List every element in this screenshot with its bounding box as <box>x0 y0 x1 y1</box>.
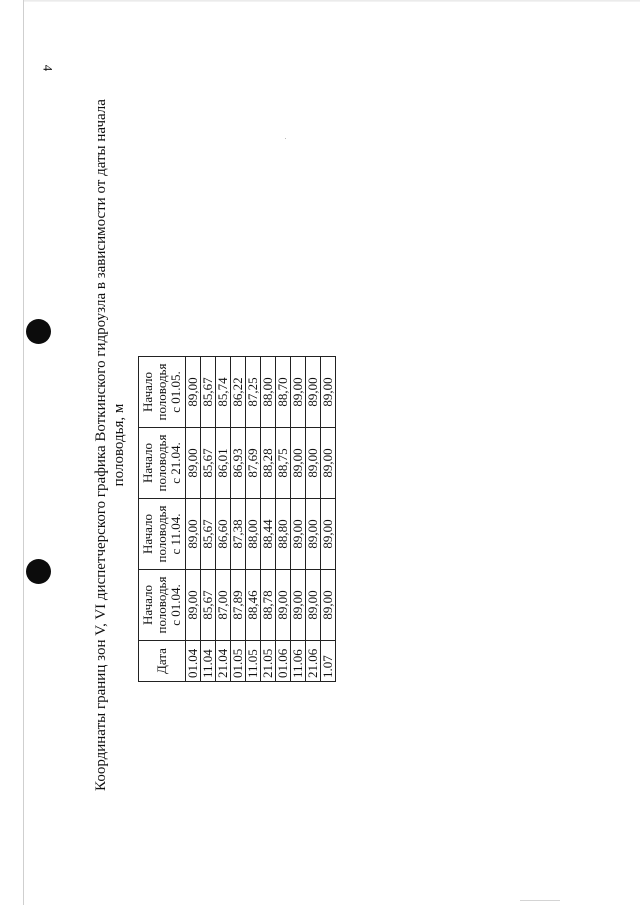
cell-date: 21.05 <box>261 641 276 682</box>
cell-value: 88,28 <box>261 428 276 499</box>
cell-value: 89,00 <box>291 357 306 428</box>
table-row <box>216 357 231 682</box>
cell-value: 86,22 <box>231 357 246 428</box>
cell-value: 86,01 <box>216 428 231 499</box>
cell-date: 1.07 <box>321 641 336 682</box>
table-row <box>231 357 246 682</box>
table-row <box>201 357 216 682</box>
cell-value: 88,80 <box>276 499 291 570</box>
cell-date: 01.06 <box>276 641 291 682</box>
cell-value: 89,00 <box>306 499 321 570</box>
cell-date: 01.05 <box>231 641 246 682</box>
header-line: Начало <box>140 371 155 413</box>
cell-value: 88,00 <box>261 357 276 428</box>
cell-value: 88,44 <box>261 499 276 570</box>
table-row <box>291 357 306 682</box>
cell-value: 87,25 <box>246 357 261 428</box>
cell-value: 89,00 <box>186 357 201 428</box>
header-from-1104 <box>139 499 186 570</box>
punch-hole-bottom <box>26 559 51 584</box>
cell-value: 85,67 <box>201 428 216 499</box>
table-container <box>138 356 336 682</box>
cell-value: 89,00 <box>186 499 201 570</box>
header-date-text: Дата <box>154 648 169 674</box>
cell-date: 01.04 <box>186 641 201 682</box>
scan-speck <box>520 900 560 901</box>
cell-value: 89,00 <box>291 428 306 499</box>
header-from-2104 <box>139 428 186 499</box>
table-row <box>321 357 336 682</box>
cell-value: 89,00 <box>291 499 306 570</box>
header-line: Начало <box>140 584 155 626</box>
table-row <box>246 357 261 682</box>
table-row <box>261 357 276 682</box>
header-line: половодья <box>154 363 169 421</box>
header-date <box>139 641 186 682</box>
cell-date: 11.06 <box>291 641 306 682</box>
cell-value: 88,46 <box>246 570 261 641</box>
header-line: половодья <box>154 434 169 492</box>
header-line: с 01.05. <box>168 371 183 413</box>
table-row <box>276 357 291 682</box>
cell-value: 89,00 <box>306 570 321 641</box>
cell-value: 85,67 <box>201 570 216 641</box>
cell-value: 85,67 <box>201 499 216 570</box>
cell-value: 89,00 <box>276 570 291 641</box>
cell-value: 86,60 <box>216 499 231 570</box>
table-row <box>306 357 321 682</box>
cell-value: 87,38 <box>231 499 246 570</box>
header-line: половодья <box>154 576 169 634</box>
title-line-1: Координаты границ зон V, VI диспетчерского графика Воткинского гидроузла в зависимости от даты начала <box>93 99 109 791</box>
header-line: Начало <box>140 442 155 484</box>
cell-date: 21.06 <box>306 641 321 682</box>
cell-value: 87,89 <box>231 570 246 641</box>
cell-value: 85,67 <box>201 357 216 428</box>
cell-value: 89,00 <box>291 570 306 641</box>
punch-hole-top <box>26 319 51 344</box>
scan-speck <box>285 138 286 139</box>
cell-value: 86,93 <box>231 428 246 499</box>
cell-value: 89,00 <box>306 428 321 499</box>
cell-value: 89,00 <box>321 357 336 428</box>
cell-value: 88,00 <box>246 499 261 570</box>
cell-date: 11.04 <box>201 641 216 682</box>
header-line: половодья <box>154 505 169 563</box>
header-from-0105 <box>139 357 186 428</box>
document-title <box>92 90 128 800</box>
header-line: с 21.04. <box>168 442 183 484</box>
title-line-2: половодья, м <box>111 403 127 487</box>
cell-value: 87,69 <box>246 428 261 499</box>
cell-value: 89,00 <box>306 357 321 428</box>
header-line: с 01.04. <box>168 584 183 626</box>
table-header-row <box>139 357 186 682</box>
cell-value: 87,00 <box>216 570 231 641</box>
data-table <box>138 356 336 682</box>
cell-date: 21.04 <box>216 641 231 682</box>
cell-value: 89,00 <box>186 570 201 641</box>
scan-top-edge <box>24 0 640 2</box>
table-row <box>186 357 201 682</box>
rotated-content <box>80 90 360 800</box>
header-line: Начало <box>140 513 155 555</box>
cell-value: 88,78 <box>261 570 276 641</box>
header-line: с 11.04. <box>168 513 183 555</box>
cell-value: 89,00 <box>321 570 336 641</box>
cell-value: 89,00 <box>321 499 336 570</box>
cell-value: 88,75 <box>276 428 291 499</box>
cell-value: 88,70 <box>276 357 291 428</box>
header-from-0104 <box>139 570 186 641</box>
cell-value: 89,00 <box>321 428 336 499</box>
scan-left-margin <box>0 0 24 905</box>
cell-date: 11.05 <box>246 641 261 682</box>
page-number: 4 <box>40 64 56 72</box>
cell-value: 85,74 <box>216 357 231 428</box>
cell-value: 89,00 <box>186 428 201 499</box>
